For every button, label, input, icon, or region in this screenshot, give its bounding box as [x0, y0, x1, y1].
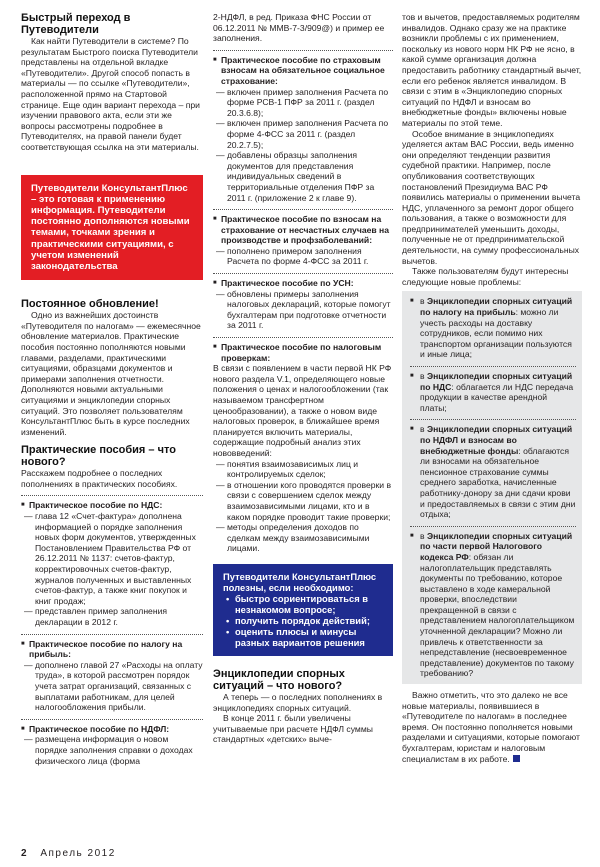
- column-left: [21, 12, 203, 766]
- issue-date: Апрель 2012: [40, 848, 116, 859]
- heading-constant-update: Постоянное обновление!: [21, 298, 159, 311]
- list-item: — представлен пример заполнения декларации в 2012 г.: [35, 606, 203, 627]
- divider: [410, 526, 576, 527]
- paragraph-quick-access: Как найти Путеводители в системе? По результатам Быстрого поиска Путеводители представлены на отдельной вкладке «Путеводители». Другой способ попасть в материалы — по ссылке «Путеводители», расположенной прямо на Стартовой странице. Еще один вариант перехода – при изучении правового акта, если эти же вопросы рассмотрены подробнее в Путеводителях, на правой панели будет соответствующая ссылка на эти материалы.: [21, 36, 200, 152]
- list-item: • быстро сориентироваться в незнакомом вопросе;: [235, 593, 385, 615]
- column-right: [402, 12, 582, 764]
- divider: [410, 366, 576, 367]
- guide-audits-list: [213, 459, 393, 554]
- guide-ndfl-list: [21, 734, 203, 766]
- guide-usn-title: ■ Практическое пособие по УСН:: [213, 278, 393, 289]
- guide-insurance-title: ■ Практическое пособие по страховым взносам на обязательное социальное страхование:: [213, 55, 393, 87]
- guide-vat-list: [21, 511, 203, 628]
- list-item: — понятия взаимозависимых лиц и контролируемых сделок;: [227, 459, 393, 480]
- encyclopedia-item: ■ в Энциклопедии спорных ситуаций по части первой Налогового кодекса РФ: обязан ли налогоплательщик представлять документы по требованию, которое выставлено в ходе камеральной проверки, впоследствии прекращенной в связи с представлением налогоплательщиком уточненной декларации? Можно ли привлечь к ответственности за непредставление (несвоевременное представление) документов по такому требованию?: [410, 531, 576, 679]
- heading-practical-guides: Практические пособия – что нового?: [21, 444, 176, 469]
- red-callout: Путеводители КонсультантПлюс – это готовая к применению информация. Путеводители постоянно дополняются новыми темами, точками зрения и практическими ситуациями, с учетом изменений законодательства: [21, 175, 203, 281]
- list-item: — включен пример заполнения Расчета по форме РСВ-1 ПФР за 2011 г. (раздел 20.3.6.8);: [227, 87, 393, 119]
- paragraph-constant-update: Одно из важнейших достоинств «Путеводителя по налогам» — ежемесячное обновление материалов. Практические пособия постоянно пополняются новыми главами, разделами, практическими ситуациями, образцами документов и примерами заполнения отчетности. Дополняются новыми актуальными ситуациями и энциклопедии спорных ситуаций. Это позволяет пользователям КонсультантПлюс быть в курсе последних изменений.: [21, 310, 201, 437]
- divider: [21, 495, 203, 496]
- encyclopedia-item: ■ в Энциклопедии спорных ситуаций по налогу на прибыль: можно ли учесть расходы на доставку сотрудников, если помимо них транспортом организации пользуются и иные лица;: [410, 296, 576, 360]
- column-middle: [213, 12, 393, 745]
- guide-vat-title: ■ Практическое пособие по НДС:: [21, 500, 203, 511]
- page-number: 2: [21, 848, 29, 859]
- guide-accident-title: ■ Практическое пособие по взносам на страхование от несчастных случаев на производстве и профзаболеваний:: [213, 214, 393, 246]
- list-item: • получить порядок действий;: [235, 615, 385, 626]
- divider: [21, 719, 203, 720]
- blue-callout-list: [223, 593, 385, 648]
- guide-profit-tax-list: [21, 660, 203, 713]
- page-footer: [21, 848, 116, 859]
- list-item: — пополнено примером заполнения Расчета по форме 4-ФСС за 2011 г.: [227, 246, 393, 267]
- paragraph-encyclopedias-ndfl: В конце 2011 г. были увеличены учитываемые при расчете НДФЛ суммы стандартных «детских» выче-: [213, 713, 373, 745]
- divider: [213, 337, 393, 338]
- paragraph-continued: тов и вычетов, предоставляемых родителям инвалидов. Однако сразу же на практике возникли проблемы с их применением, поскольку из нового норм НК РФ не ясно, в какой сумме организация должна предоставить работнику стандартный вычет, если его ребенок является инвалидом. В связи с этим в «Энциклопедию спорных ситуаций по НДФЛ и взносам во внебюджетные фонды» включены новые материалы по этой теме.: [402, 12, 582, 128]
- end-mark-icon: [513, 755, 520, 762]
- paragraph-vas: Особое внимание в энциклопедиях уделяется актам ВАС России, ведь именно они определяют тенденции развития судебной практики. Например, после опубликования соответствующих постановлений Президиума ВАС РФ появились материалы о применении вычета НДС, уплаченного за ремонт дорог общего пользования, а также о возможности для предпринимателей уменьшить доходы, полученные не от предпринимательской деятельности, на сумму профессиональных вычетов.: [402, 128, 581, 266]
- divider: [213, 273, 393, 274]
- list-item: — обновлены примеры заполнения налоговых деклараций, которые помогут бухгалтерам при подготовке отчетности за 2011 г.: [227, 289, 393, 331]
- heading-encyclopedias: Энциклопедии спорных ситуаций – что нового?: [213, 667, 345, 692]
- blue-callout: [213, 564, 393, 656]
- list-item: — методы определения доходов по сделкам между взаимозависимыми лицами.: [227, 522, 393, 554]
- guide-ndfl-title: ■ Практическое пособие по НДФЛ:: [21, 724, 203, 735]
- encyclopedia-item: ■ в Энциклопедии спорных ситуаций по НДФЛ и взносам во внебюджетные фонды: облагаются ли взносами на обязательное пенсионное страхование суммы среднего заработка, начисленные работнику-донору за дни сдачи крови и предоставляемых в связи с этим дни отдыха;: [410, 424, 576, 519]
- encyclopedia-item: ■ в Энциклопедии спорных ситуаций по НДС: облагается ли НДС передача продукции в качестве арендной платы;: [410, 371, 576, 413]
- heading-quick-access: Быстрый переход в Путеводители: [21, 12, 131, 36]
- guide-usn-list: [213, 289, 393, 331]
- paragraph-conclusion: Важно отметить, что это далеко не все новые материалы, появившиеся в «Путеводителе по налогам» в последнее время. Он постоянно пополняется новыми разделами и ситуациями, которые помогают бухгалтерам, юристам и налоговым специалистам в их работе.: [402, 690, 580, 764]
- list-item: • оценить плюсы и минусы разных вариантов решения: [235, 626, 385, 648]
- paragraph-continued: 2-НДФЛ, в ред. Приказа ФНС России от 06.12.2011 № ММВ-7-3/909@) и пример ее заполнения.: [213, 12, 385, 44]
- divider: [213, 50, 393, 51]
- paragraph-audits: В связи с появлением в части первой НК РФ нового раздела V.1, определяющего новые положения о ценах и налогообложении (так называемом трансфертном ценообразовании), а также о новом виде налоговых проверок, в ближайшее время планируется включить материалы, содержащие подробный анализ этих нововведений:: [213, 363, 392, 458]
- divider: [21, 634, 203, 635]
- list-item: — в отношении кого проводятся проверки в связи с совершением сделок между взаимозависимыми лицами, кто и в каком порядке проводит такие проверки;: [227, 480, 393, 522]
- encyclopedia-box: [402, 291, 582, 684]
- list-item: — включен пример заполнения Расчета по форме 4-ФСС за 2011 г. (раздел 20.2.7.5);: [227, 118, 393, 150]
- paragraph-encyclopedias-intro: А теперь — о последних пополнениях в энциклопедиях спорных ситуаций.: [213, 691, 383, 713]
- guide-insurance-list: [213, 87, 393, 204]
- list-item: — дополнено главой 27 «Расходы на оплату труда», в которой рассмотрен порядок учета затрат организаций, связанных с выплатами работникам, для целей налогообложения прибыли.: [35, 660, 203, 713]
- paragraph-practical-intro: Расскажем подробнее о последних пополнениях в практических пособиях.: [21, 468, 178, 489]
- guide-audits-title: ■ Практическое пособие по налоговым проверкам:: [213, 342, 393, 363]
- list-item: — добавлены образцы заполнения документов для представления индивидуальных сведений в территориальные отделения ПФР за 2011 г. (приложение 2 к главе 9).: [227, 150, 393, 203]
- divider: [410, 419, 576, 420]
- list-item: — глава 12 «Счет-фактура» дополнена информацией о порядке заполнения новых форм документов, утвержденных Постановлением Правительства РФ от 26.12.2011 № 1137: счетов-фактур, корректировочных счетов-фактур, журналов полученных и выставленных счетов-фактур, а также книг покупок и книг продаж;: [35, 511, 203, 606]
- divider: [213, 209, 393, 210]
- blue-callout-title: Путеводители КонсультантПлюс полезны, если необходимо:: [223, 570, 377, 593]
- guide-profit-tax-title: ■ Практическое пособие по налогу на прибыль:: [21, 639, 203, 660]
- guide-accident-list: [213, 246, 393, 267]
- list-item: — размещена информация о новом порядке заполнения справки о доходах физического лица (форма: [35, 734, 203, 766]
- paragraph-new-problems: Также пользователям будут интересны следующие новые проблемы:: [402, 266, 569, 287]
